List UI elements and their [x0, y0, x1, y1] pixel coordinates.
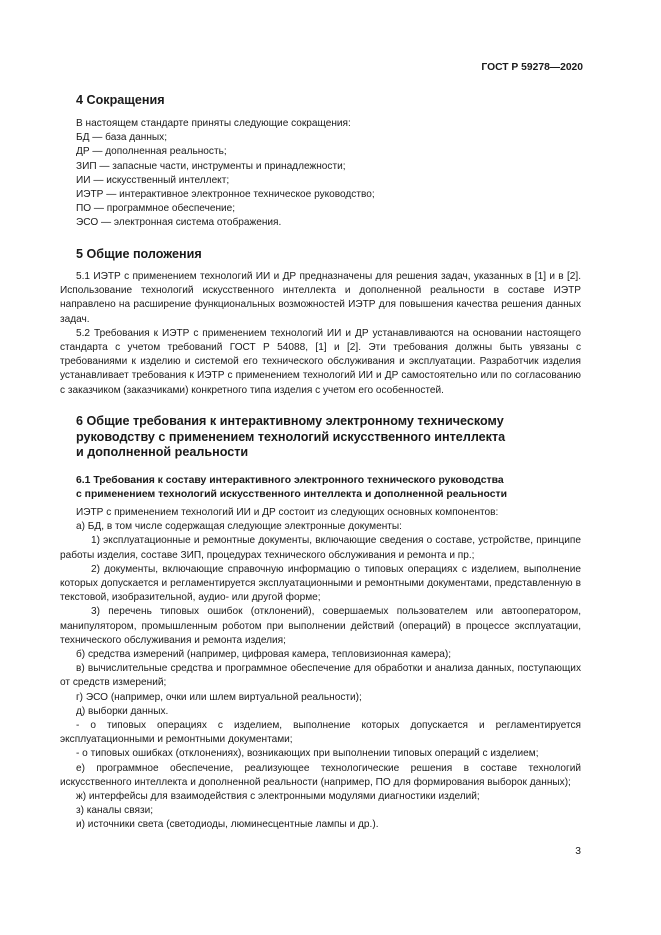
section-5-body: [60, 270, 581, 398]
section-6-title-line: 6 Общие требования к интерактивному электронному техническому: [76, 414, 504, 428]
section-5-title: 5 Общие положения: [76, 247, 202, 261]
section-4-body: [60, 117, 581, 231]
standard-header: ГОСТ Р 59278—2020: [481, 62, 583, 73]
abbrev-item: ЭСО — электронная система отображения.: [76, 217, 282, 229]
paragraph-5-2: 5.2 Требования к ИЭТР с применением технологий ИИ и ДР устанавливаются на основании настоящего стандарта с учетом требований ГОСТ Р 54088, [1] и [2]. Эти требования должны быть увязаны с требованиями к изделию и системой его технического обслуживания и эксплуатации. Разработчик изделия устанавливает требования к ИЭТР с применением технологий ИИ и ДР самостоятельно или по согласованию с заказчиком (заказчиками) конкретного типа изделия с учетом его особенностей.: [60, 327, 581, 396]
list-item-d2: - о типовых ошибках (отклонениях), возникающих при выполнении типовых операций с изделием;: [76, 748, 539, 760]
abbrev-item: ДР — дополненная реальность;: [76, 146, 227, 158]
subsection-6-1-title: [60, 474, 581, 501]
list-item-zh: ж) интерфейсы для взаимодействия с электронными модулями диагностики изделий;: [76, 791, 480, 803]
list-item-a1: 1) эксплуатационные и ремонтные документы, включающие сведения о составе, устройстве, принципе работы изделия, составе ЗИП, процедурах технического обслуживания и ремонта и пр.;: [60, 535, 581, 561]
page-number: 3: [575, 846, 581, 857]
list-item-a2: 2) документы, включающие справочную информацию о типовых операциях с изделием, выполнение которых допускается и регламентируется эксплуатационными и ремонтными документами, представленную в текстовой, изобразительной, аудио- или другой форме;: [60, 563, 581, 604]
abbrev-item: ИИ — искусственный интеллект;: [76, 174, 230, 186]
paragraph-5-1: 5.1 ИЭТР с применением технологий ИИ и ДР предназначены для решения задач, указанных в [1] и в [2]. Использование технологий искусственного интеллекта и дополненной реальности в составе ИЭТР направлено на расширение функциональных возможностей ИЭТР для повышения качества решения данных задач.: [60, 271, 581, 325]
list-item-i: и) источники света (светодиоды, люминесцентные лампы и др.).: [76, 819, 379, 831]
section-6-title-line: руководству с применением технологий искусственного интеллекта: [76, 429, 506, 444]
list-item-a3: 3) перечень типовых ошибок (отклонений), совершаемых пользователем или автооператором, манипулятором, промышленным роботом при выполнении действий (операций) в процессе эксплуатации, технического обслуживания и ремонта изделия;: [60, 606, 581, 646]
list-item-a: а) БД, в том числе содержащая следующие электронные документы:: [76, 521, 402, 533]
list-item-z: з) каналы связи;: [76, 805, 154, 817]
abbrev-item: ЗИП — запасные части, инструменты и принадлежности;: [76, 160, 346, 172]
subsection-6-1-title-line: с применением технологий искусственного интеллекта и дополненной реальности: [76, 488, 508, 500]
section-4-intro: В настоящем стандарте приняты следующие сокращения:: [76, 118, 351, 129]
abbrev-item: БД — база данных;: [76, 132, 168, 144]
abbrev-item: ПО — программное обеспечение;: [76, 203, 236, 215]
list-item-e: е) программное обеспечение, реализующее технологические решения в составе технологий искусственного интеллекта и дополненной реальности (например, ПО для формирования выборок данных);: [60, 762, 581, 788]
subsection-6-1-title-line: 6.1 Требования к составу интерактивного электронного технического руководства: [76, 475, 504, 486]
list-item-d: д) выборки данных.: [76, 705, 169, 717]
list-item-v: в) вычислительные средства и программное обеспечение для обработки и анализа данных, поступающих от средств измерений;: [60, 663, 581, 689]
list-item-d1: - о типовых операциях с изделием, выполнение которых допускается и регламентируется эксплуатационными и ремонтными документами;: [60, 720, 581, 746]
abbrev-item: ИЭТР — интерактивное электронное техническое руководство;: [76, 189, 375, 201]
list-item-b: б) средства измерений (например, цифровая камера, тепловизионная камера);: [76, 649, 452, 661]
list-item-g: г) ЭСО (например, очки или шлем виртуальной реальности);: [76, 691, 362, 703]
section-6-title-line: и дополненной реальности: [76, 445, 249, 460]
section-6-title: [60, 414, 581, 461]
section-4-title: 4 Сокращения: [76, 93, 165, 107]
section-6-body: [60, 506, 581, 833]
section-6-intro: ИЭТР с применением технологий ИИ и ДР состоит из следующих основных компонентов:: [76, 507, 499, 518]
